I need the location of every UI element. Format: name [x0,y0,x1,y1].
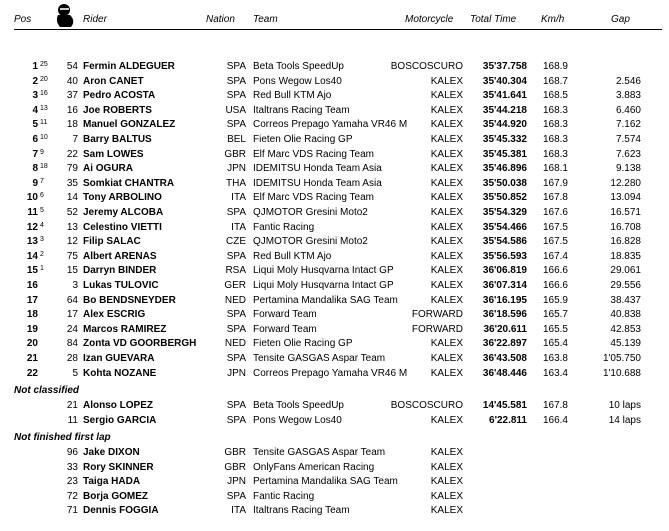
table-row [0,337,669,352]
cell-num: 16 [66,104,78,116]
cell-grid: 1 [40,265,44,273]
cell-gap: 16.708 [610,221,641,233]
table-header [0,12,669,30]
cell-gap: 45.139 [610,338,641,350]
cell-rider: Manuel GONZALEZ [83,119,176,131]
cell-moto: KALEX [430,134,463,145]
cell-rider: Sam LOWES [83,148,144,160]
cell-nat: SPA [226,75,246,87]
cell-team: Pons Wegow Los40 [253,75,342,87]
cell-num: 75 [66,250,78,262]
cell-gap: 9.138 [615,163,641,175]
cell-time: 35'50.852 [482,192,527,204]
cell-num: 3 [72,280,78,291]
table-row [0,475,669,490]
cell-num: 40 [66,75,78,87]
cell-team: Fantic Racing [253,490,315,502]
table-row [0,504,669,519]
cell-nat: SPA [226,207,246,218]
table-row [0,191,669,206]
cell-team: Pons Wegow Los40 [253,414,342,426]
cell-moto: KALEX [430,280,463,291]
cell-pos: 1 [32,61,38,72]
cell-kmh: 166.4 [542,414,568,426]
cell-pos: 5 [32,119,38,131]
cell-team: Tensite GASGAS Aspar Team [253,353,386,364]
cell-grid: 11 [40,119,48,127]
cell-pos: 7 [32,148,38,160]
cell-time: 35'46.896 [482,163,527,175]
cell-time: 36'22.897 [482,338,527,350]
cell-num: 15 [66,265,78,277]
cell-rider: Rory SKINNER [83,461,154,473]
cell-pos: 15 [26,265,38,277]
cell-pos: 10 [26,192,38,204]
table-row [0,446,669,461]
cell-nat: BEL [227,134,246,145]
cell-num: 23 [66,476,78,488]
cell-num: 28 [66,353,78,364]
table-row [0,206,669,221]
cell-grid: 3 [40,236,44,244]
cell-grid: 4 [40,221,44,229]
cell-grid: 6 [40,192,44,200]
cell-gap: 1'05.750 [602,353,641,364]
cell-gap: 7.162 [615,119,641,131]
cell-moto: KALEX [430,236,463,248]
cell-nat: GBR [224,148,246,160]
cell-gap: 6.460 [615,104,641,116]
cell-nat: RSA [225,265,246,277]
cell-team: Liqui Moly Husqvarna Intact GP [253,280,394,291]
cell-rider: Kohta NOZANE [83,367,157,379]
cell-time: 35'45.381 [482,148,527,160]
cell-num: 37 [66,90,78,102]
cell-num: 84 [66,338,78,350]
cell-num: 21 [66,400,78,411]
cell-num: 5 [72,367,78,379]
table-row [0,461,669,476]
cell-nat: CZE [226,236,246,248]
table-row [0,221,669,236]
cell-nat: SPA [226,309,246,321]
cell-moto: KALEX [430,90,463,102]
cell-time: 6'22.811 [489,414,527,426]
cell-moto: KALEX [430,119,463,131]
cell-team: Correos Prepago Yamaha VR46 M [253,367,408,379]
cell-nat: THA [226,177,246,189]
cell-pos: 8 [32,163,38,175]
cell-num: 71 [66,505,78,517]
cell-nat: SPA [226,250,246,262]
cell-rider: Alonso LOPEZ [83,400,153,411]
cell-nat: JPN [227,163,246,175]
cell-nat: ITA [231,192,246,204]
rider-helmet-icon [51,3,79,29]
cell-pos: 3 [32,90,38,102]
cell-moto: KALEX [430,414,463,426]
cell-team: Red Bull KTM Ajo [253,90,332,102]
cell-moto: KALEX [430,163,463,175]
cell-rider: Tony ARBOLINO [83,192,162,204]
cell-team: QJMOTOR Gresini Moto2 [253,236,368,248]
cell-rider: Sergio GARCIA [83,414,157,426]
cell-kmh: 167.5 [542,221,568,233]
cell-rider: Bo BENDSNEYDER [83,294,176,306]
cell-gap: 16.571 [610,207,641,218]
table-row [0,162,669,177]
cell-rider: Lukas TULOVIC [83,280,159,291]
cell-team: Beta Tools SpeedUp [253,61,344,72]
cell-rider: Marcos RAMIREZ [83,323,167,335]
table-row [0,118,669,133]
table-row [0,250,669,265]
cell-nat: SPA [226,490,246,502]
table-row [0,60,669,75]
cell-grid: 13 [40,104,48,112]
cell-pos: 6 [32,134,38,145]
cell-gap: 1'10.688 [602,367,641,379]
cell-rider: Ai OGURA [83,163,133,175]
cell-team: Liqui Moly Husqvarna Intact GP [253,265,394,277]
cell-kmh: 165.4 [542,338,568,350]
cell-nat: SPA [226,353,246,364]
cell-grid: 9 [40,148,44,156]
cell-nat: ITA [231,221,246,233]
cell-team: Elf Marc VDS Racing Team [253,148,374,160]
cell-moto: FORWARD [411,323,463,335]
cell-pos: 13 [26,236,38,248]
cell-team: Beta Tools SpeedUp [253,400,344,411]
cell-team: Italtrans Racing Team [253,505,350,517]
cell-nat: USA [225,104,246,116]
table-row [0,308,669,323]
cell-kmh: 165.5 [542,323,568,335]
cell-nat: ITA [231,505,246,517]
table-row [0,414,669,429]
cell-pos: 12 [26,221,38,233]
cell-pos: 14 [26,250,38,262]
cell-team: IDEMITSU Honda Team Asia [253,177,382,189]
cell-team: Italtrans Racing Team [253,104,350,116]
cell-pos: 18 [26,309,38,321]
cell-time: 35'41.641 [482,90,527,102]
cell-pos: 20 [26,338,38,350]
table-row [0,323,669,338]
cell-team: Fieten Olie Racing GP [253,134,353,145]
cell-team: Pertamina Mandalika SAG Team [253,476,398,488]
cell-kmh: 168.3 [542,119,568,131]
table-row [0,75,669,90]
table-row [0,279,669,294]
cell-rider: Taiga HADA [83,476,141,488]
cell-rider: Albert ARENAS [83,250,157,262]
cell-grid: 7 [40,177,44,185]
cell-pos: 9 [32,177,38,189]
cell-pos: 19 [26,323,38,335]
cell-kmh: 167.5 [542,236,568,248]
cell-kmh: 167.4 [542,250,568,262]
section-title: Not finished first lap [14,432,111,443]
cell-rider: Izan GUEVARA [83,353,155,364]
section-title: Not classified [14,385,80,396]
table-row [0,104,669,119]
cell-grid: 18 [40,163,48,171]
cell-rider: Fermin ALDEGUER [83,61,175,72]
cell-num: 52 [66,207,78,218]
cell-num: 79 [66,163,78,175]
cell-nat: SPA [226,119,246,131]
cell-num: 24 [66,323,78,335]
cell-team: Pertamina Mandalika SAG Team [253,294,398,306]
cell-kmh: 165.9 [542,294,568,306]
cell-num: 22 [66,148,78,160]
table-row [0,294,669,309]
cell-moto: FORWARD [411,309,463,321]
cell-gap: 10 laps [608,400,641,411]
cell-num: 13 [66,221,78,233]
cell-time: 36'07.314 [482,280,527,291]
cell-gap: 7.623 [615,148,641,160]
table-row [0,352,669,367]
cell-num: 64 [66,294,78,306]
cell-rider: Somkiat CHANTRA [83,177,175,189]
cell-team: Red Bull KTM Ajo [253,250,332,262]
cell-time: 36'48.446 [482,367,527,379]
header-gap: Gap [611,14,630,25]
cell-rider: Borja GOMEZ [83,490,149,502]
cell-moto: KALEX [430,294,463,306]
cell-time: 36'43.508 [482,353,527,364]
cell-moto: KALEX [430,338,463,350]
cell-gap: 38.437 [610,294,641,306]
cell-rider: Jake DIXON [83,447,140,458]
cell-kmh: 168.3 [542,148,568,160]
cell-kmh: 168.3 [542,104,568,116]
cell-moto: KALEX [430,148,463,160]
cell-nat: SPA [226,400,246,411]
cell-pos: 21 [26,353,38,364]
cell-gap: 12.280 [610,177,641,189]
cell-gap: 14 laps [608,414,641,426]
table-row [0,148,669,163]
cell-team: IDEMITSU Honda Team Asia [253,163,382,175]
cell-time: 36'20.611 [483,323,527,335]
cell-kmh: 167.8 [542,192,568,204]
cell-kmh: 166.6 [542,265,568,277]
cell-moto: BOSCOSCURO [390,400,463,411]
cell-grid: 5 [40,207,44,214]
cell-gap: 42.853 [610,323,641,335]
cell-team: Correos Prepago Yamaha VR46 M [253,119,408,131]
cell-kmh: 168.3 [542,134,568,145]
cell-team: Elf Marc VDS Racing Team [253,192,374,204]
cell-team: QJMOTOR Gresini Moto2 [253,207,368,218]
table-row [0,177,669,192]
cell-num: 54 [66,61,78,72]
cell-time: 35'56.593 [482,250,527,262]
cell-moto: KALEX [430,505,463,517]
cell-num: 14 [66,192,78,204]
cell-gap: 29.061 [610,265,641,277]
cell-grid: 2 [40,250,44,258]
cell-kmh: 168.9 [542,61,568,72]
header-rider: Rider [83,14,107,25]
cell-nat: GBR [224,461,246,473]
cell-time: 35'54.329 [482,207,527,218]
cell-gap: 3.883 [615,90,641,102]
cell-grid: 16 [40,90,48,98]
cell-grid: 20 [40,75,48,83]
cell-moto: KALEX [430,367,463,379]
cell-moto: KALEX [430,192,463,204]
cell-num: 7 [72,134,78,145]
header-team: Team [253,14,278,25]
table-row [0,235,669,250]
table-row [0,264,669,279]
cell-nat: GER [224,280,246,291]
table-row [0,490,669,505]
cell-team: Forward Team [253,323,317,335]
cell-pos: 2 [32,75,38,87]
cell-pos: 11 [27,207,38,218]
cell-nat: SPA [226,61,246,72]
cell-pos: 16 [26,280,38,291]
header-divider [14,29,662,30]
header-kmh: Km/h [541,14,565,25]
cell-time: 35'50.038 [482,177,527,189]
cell-num: 17 [66,309,78,321]
cell-grid: 25 [40,61,48,68]
cell-gap: 40.838 [610,309,641,321]
cell-time: 35'44.920 [482,119,527,131]
cell-rider: Celestino VIETTI [83,221,162,233]
cell-moto: KALEX [430,265,463,277]
cell-kmh: 168.1 [542,163,568,175]
cell-kmh: 167.6 [542,207,568,218]
cell-kmh: 163.4 [542,367,568,379]
cell-time: 36'18.596 [482,309,527,321]
header-nation: Nation [206,14,235,25]
cell-time: 14'45.581 [482,400,527,411]
cell-pos: 4 [32,104,38,116]
cell-team: Tensite GASGAS Aspar Team [253,447,386,458]
cell-nat: JPN [227,367,246,379]
cell-moto: KALEX [430,461,463,473]
cell-gap: 29.556 [610,280,641,291]
cell-num: 96 [66,447,78,458]
cell-rider: Darryn BINDER [83,265,157,277]
cell-pos: 17 [26,294,38,306]
cell-moto: KALEX [430,221,463,233]
cell-time: 36'06.819 [482,265,527,277]
cell-time: 35'37.758 [482,61,527,72]
cell-rider: Filip SALAC [83,236,141,248]
table-row [0,89,669,104]
table-row [0,399,669,414]
cell-rider: Barry BALTUS [83,134,152,145]
cell-nat: GBR [224,447,246,458]
cell-rider: Pedro ACOSTA [83,90,156,102]
cell-nat: JPN [227,476,246,488]
cell-num: 72 [66,490,78,502]
cell-rider: Jeremy ALCOBA [83,207,164,218]
cell-time: 35'40.304 [482,75,527,87]
cell-rider: Aron CANET [83,75,144,87]
cell-time: 36'16.195 [482,294,527,306]
cell-pos: 22 [26,367,38,379]
cell-moto: BOSCOSCURO [390,61,463,72]
header-motorcycle: Motorcycle [405,14,454,25]
cell-moto: KALEX [430,207,463,218]
cell-nat: NED [224,338,246,350]
table-row [0,367,669,382]
cell-num: 18 [66,119,78,131]
cell-moto: KALEX [430,490,463,502]
cell-nat: SPA [226,323,246,335]
cell-kmh: 163.8 [542,353,568,364]
cell-time: 35'45.332 [482,134,527,145]
cell-kmh: 166.6 [542,280,568,291]
cell-nat: SPA [226,414,246,426]
table-row [0,133,669,148]
cell-rider: Alex ESCRIG [83,309,146,321]
cell-team: Fantic Racing [253,221,315,233]
cell-moto: KALEX [430,447,463,458]
cell-moto: KALEX [430,476,463,488]
cell-team: OnlyFans American Racing [253,461,375,473]
cell-team: Fieten Olie Racing GP [253,338,353,350]
cell-gap: 2.546 [615,75,641,87]
cell-rider: Dennis FOGGIA [83,505,159,517]
header-pos: Pos [14,14,32,25]
cell-moto: KALEX [430,104,463,116]
cell-kmh: 167.8 [542,400,568,411]
cell-kmh: 168.5 [542,90,568,102]
cell-kmh: 168.7 [542,75,568,87]
cell-gap: 16.828 [610,236,641,248]
cell-kmh: 167.9 [542,177,568,189]
cell-num: 12 [66,236,78,248]
cell-num: 35 [66,177,78,189]
cell-nat: NED [224,294,246,306]
cell-moto: KALEX [430,250,463,262]
cell-team: Forward Team [253,309,317,321]
cell-moto: KALEX [430,177,463,189]
cell-num: 33 [66,461,78,473]
cell-kmh: 165.7 [542,309,568,321]
cell-gap: 13.094 [610,192,641,204]
cell-rider: Joe ROBERTS [83,104,152,116]
cell-rider: Zonta VD GOORBERGH [83,338,197,350]
cell-moto: KALEX [430,75,463,87]
cell-gap: 18.835 [610,250,641,262]
cell-nat: SPA [226,90,246,102]
header-total-time: Total Time [470,14,517,25]
cell-moto: KALEX [430,353,463,364]
cell-time: 35'44.218 [482,104,527,116]
cell-time: 35'54.586 [482,236,527,248]
cell-time: 35'54.466 [482,221,527,233]
cell-num: 11 [67,414,78,426]
cell-grid: 10 [40,134,48,141]
cell-gap: 7.574 [615,134,641,145]
